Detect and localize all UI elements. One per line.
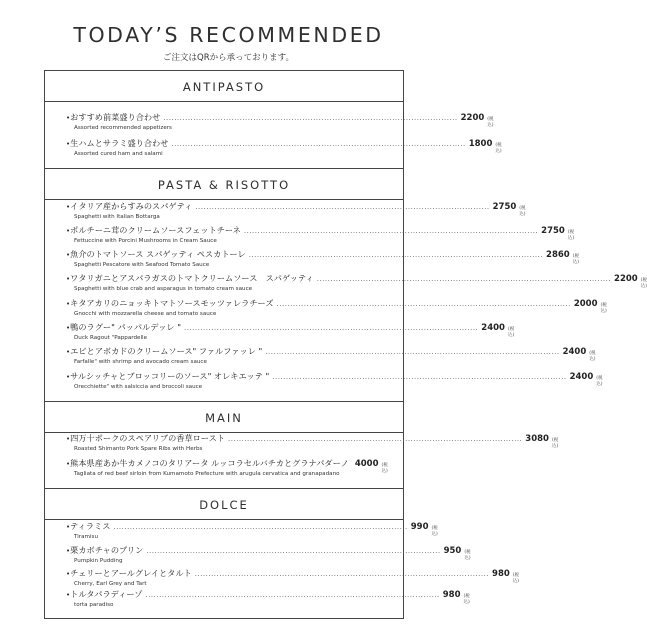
section-divider bbox=[44, 488, 404, 491]
tax-label: (税込) bbox=[551, 438, 559, 449]
item-name-jp: 四万十ポークのスペアリブの香草ロースト bbox=[70, 433, 225, 443]
menu-item bbox=[66, 545, 471, 564]
item-name-en: Pumpkin Pudding bbox=[74, 558, 123, 564]
bullet-icon: • bbox=[66, 591, 71, 599]
tax-label: (税込) bbox=[464, 550, 471, 561]
item-price: 2860 bbox=[546, 250, 570, 260]
dot-leader: ............................................................................................................ bbox=[145, 591, 440, 599]
item-price: 1800 bbox=[468, 139, 493, 149]
dot-leader: ............................................................................................................ bbox=[171, 140, 466, 148]
tax-label: (税込) bbox=[596, 376, 603, 387]
item-name-en: Assorted cured ham and salami bbox=[74, 151, 163, 157]
page-subtitle: ご注文はQRから承っております。 bbox=[163, 53, 294, 63]
tax-label: (税込) bbox=[381, 463, 388, 474]
section-heading: PASTA & RISOTTO bbox=[44, 170, 404, 200]
item-name-jp: イタリア産からすみのスパゲティ bbox=[70, 201, 193, 211]
bullet-icon: • bbox=[66, 460, 71, 468]
dot-leader: ............................................................................................................ bbox=[272, 373, 567, 381]
section-antipasto bbox=[44, 72, 502, 157]
dot-leader: ............................................................................................................ bbox=[227, 435, 523, 443]
dot-leader: ............................................................................................................ bbox=[265, 348, 560, 356]
bullet-icon: • bbox=[66, 324, 71, 332]
item-price: 2200 bbox=[460, 113, 485, 123]
menu-item bbox=[66, 112, 494, 131]
dot-leader: ............................................................................................................ bbox=[146, 547, 441, 555]
item-name-jp: 栗カボチャのプリン bbox=[70, 545, 144, 555]
item-name-jp: キタアカリのニョッキトマトソースモッツァレラチーズ bbox=[70, 298, 274, 308]
section-dolce bbox=[44, 488, 520, 608]
dot-leader: ............................................................................................................ bbox=[276, 300, 571, 308]
item-name-jp: 熊本県産あか牛カメノコのタリアータ ルッコラセルバチカとグラナパダーノ bbox=[70, 458, 349, 468]
menu-item bbox=[66, 521, 438, 540]
section-divider bbox=[44, 168, 404, 171]
item-name-jp: 生ハムとサラミ盛り合わせ bbox=[70, 138, 169, 148]
bullet-icon: • bbox=[66, 227, 71, 235]
item-price: 950 bbox=[443, 546, 462, 556]
item-name-en: Spaghetti with Italian Bottarga bbox=[74, 214, 160, 220]
menu-item bbox=[66, 273, 647, 292]
dot-leader: ............................................................................................................ bbox=[248, 251, 544, 259]
item-name-jp: 魚介のトマトソース スパゲッティ ペスカトーレ bbox=[70, 249, 246, 259]
item-price: 2400 bbox=[481, 323, 505, 333]
tax-label: (税込) bbox=[572, 254, 579, 265]
menu-item bbox=[66, 589, 470, 608]
item-name-en: torta paradiso bbox=[74, 602, 114, 608]
bullet-icon: • bbox=[66, 435, 71, 443]
bullet-icon: • bbox=[66, 373, 71, 381]
section-pasta-risotto bbox=[44, 168, 647, 390]
tax-label: (税込) bbox=[640, 278, 647, 289]
item-name-jp: エビとアボカドのクリームソース" ファルファッレ " bbox=[70, 346, 263, 356]
bullet-icon: • bbox=[66, 300, 71, 308]
tax-label: (税込) bbox=[487, 117, 494, 128]
item-name-en: Tagliata of red beef sirloin from Kumamoto Prefecture with arugula cervatica and granapadano bbox=[74, 471, 340, 477]
item-price: 2400 bbox=[569, 372, 594, 382]
item-price: 980 bbox=[442, 590, 461, 600]
menu-item bbox=[66, 249, 579, 268]
tax-label: (税込) bbox=[495, 143, 502, 154]
menu-item bbox=[66, 458, 388, 477]
item-name-jp: ティラミス bbox=[70, 521, 111, 531]
bullet-icon: • bbox=[66, 203, 71, 211]
section-main bbox=[44, 401, 559, 477]
item-name-en: Orecchiette" with salsiccia and broccoli sauce bbox=[74, 384, 203, 390]
item-name-jp: おすすめ前菜盛り合わせ bbox=[70, 112, 161, 122]
section-divider bbox=[44, 401, 404, 404]
item-name-en: Spaghetti Pescatore with Seafood Tomato Sauce bbox=[74, 262, 210, 268]
bullet-icon: • bbox=[66, 114, 71, 122]
dot-leader: ............................................................................................................ bbox=[194, 570, 490, 578]
item-price: 990 bbox=[410, 522, 429, 532]
tax-label: (税込) bbox=[431, 526, 438, 537]
item-name-en: Roasted Shimanto Pork Spare Ribs with Herbs bbox=[74, 446, 203, 452]
bullet-icon: • bbox=[66, 275, 71, 283]
item-name-en: Assorted recommended appetizers bbox=[74, 125, 172, 131]
item-name-jp: チェリーとアールグレイとタルト bbox=[70, 568, 192, 578]
menu-item bbox=[66, 568, 520, 587]
menu-item bbox=[66, 433, 559, 452]
item-price: 3080 bbox=[525, 434, 549, 444]
tax-label: (税込) bbox=[519, 206, 526, 217]
item-name-en: Duck Ragout "Pappardelle bbox=[74, 335, 148, 341]
dot-leader: ............................................................................................................ bbox=[163, 114, 458, 122]
item-price: 980 bbox=[492, 569, 510, 579]
item-price: 2750 bbox=[492, 202, 517, 212]
dot-leader: ............................................................................................................ bbox=[316, 275, 612, 283]
tax-label: (税込) bbox=[567, 230, 575, 241]
menu-item bbox=[66, 322, 515, 341]
item-name-en: Tiramisu bbox=[74, 534, 98, 540]
bullet-icon: • bbox=[66, 348, 71, 356]
tax-label: (税込) bbox=[589, 351, 596, 362]
bullet-icon: • bbox=[66, 523, 71, 531]
dot-leader: ............................................................................................................ bbox=[243, 227, 539, 235]
dot-leader: ............................................................................................................ bbox=[183, 324, 479, 332]
section-heading: DOLCE bbox=[44, 490, 404, 520]
item-name-jp: ワタリガニとアスパラガスのトマトクリームソース スパゲッティ bbox=[70, 273, 314, 283]
item-name-jp: 鴨のラグー" パッパルデッレ " bbox=[70, 322, 181, 332]
tax-label: (税込) bbox=[600, 303, 607, 314]
menu-item bbox=[66, 346, 596, 365]
item-name-jp: サルシッチャとブロッコリーのソース" オレキエッテ " bbox=[70, 371, 270, 381]
bullet-icon: • bbox=[66, 251, 71, 259]
item-name-jp: ポルチーニ茸のクリームソースフェットチーネ bbox=[70, 225, 241, 235]
bullet-icon: • bbox=[66, 140, 71, 148]
item-price: 2750 bbox=[541, 226, 565, 236]
section-heading: ANTIPASTO bbox=[44, 72, 404, 102]
dot-leader: ............................................................................................................ bbox=[195, 203, 490, 211]
tax-label: (税込) bbox=[507, 327, 515, 338]
section-heading: MAIN bbox=[44, 403, 404, 433]
menu-item bbox=[66, 201, 526, 220]
bullet-icon: • bbox=[66, 570, 71, 578]
page-title: TODAY’S RECOMMENDED bbox=[73, 23, 384, 47]
item-price: 2400 bbox=[562, 347, 587, 357]
item-name-en: Spaghetti with blue crab and asparagus in tomato cream sauce bbox=[74, 286, 253, 292]
dot-leader: ............................................................................................................ bbox=[113, 523, 408, 531]
menu-item bbox=[66, 371, 603, 390]
item-price: 2200 bbox=[614, 274, 638, 284]
item-name-en: Fettuccine with Porcini Mushrooms in Cream Sauce bbox=[74, 238, 217, 244]
item-price: 4000 bbox=[354, 459, 379, 469]
menu-item bbox=[66, 225, 575, 244]
item-price: 2000 bbox=[573, 299, 598, 309]
bullet-icon: • bbox=[66, 547, 71, 555]
item-name-en: Cherry, Earl Grey and Tart bbox=[74, 581, 147, 587]
item-name-jp: トルタパラディーゾ bbox=[70, 589, 143, 599]
menu-item bbox=[66, 298, 607, 317]
item-name-en: Gnocchi with mozzarella cheese and tomato sauce bbox=[74, 311, 217, 317]
item-name-en: Farfalle" with shrimp and avocado cream sauce bbox=[74, 359, 207, 365]
tax-label: (税込) bbox=[463, 594, 470, 605]
tax-label: (税込) bbox=[512, 573, 520, 584]
menu-item bbox=[66, 138, 502, 157]
